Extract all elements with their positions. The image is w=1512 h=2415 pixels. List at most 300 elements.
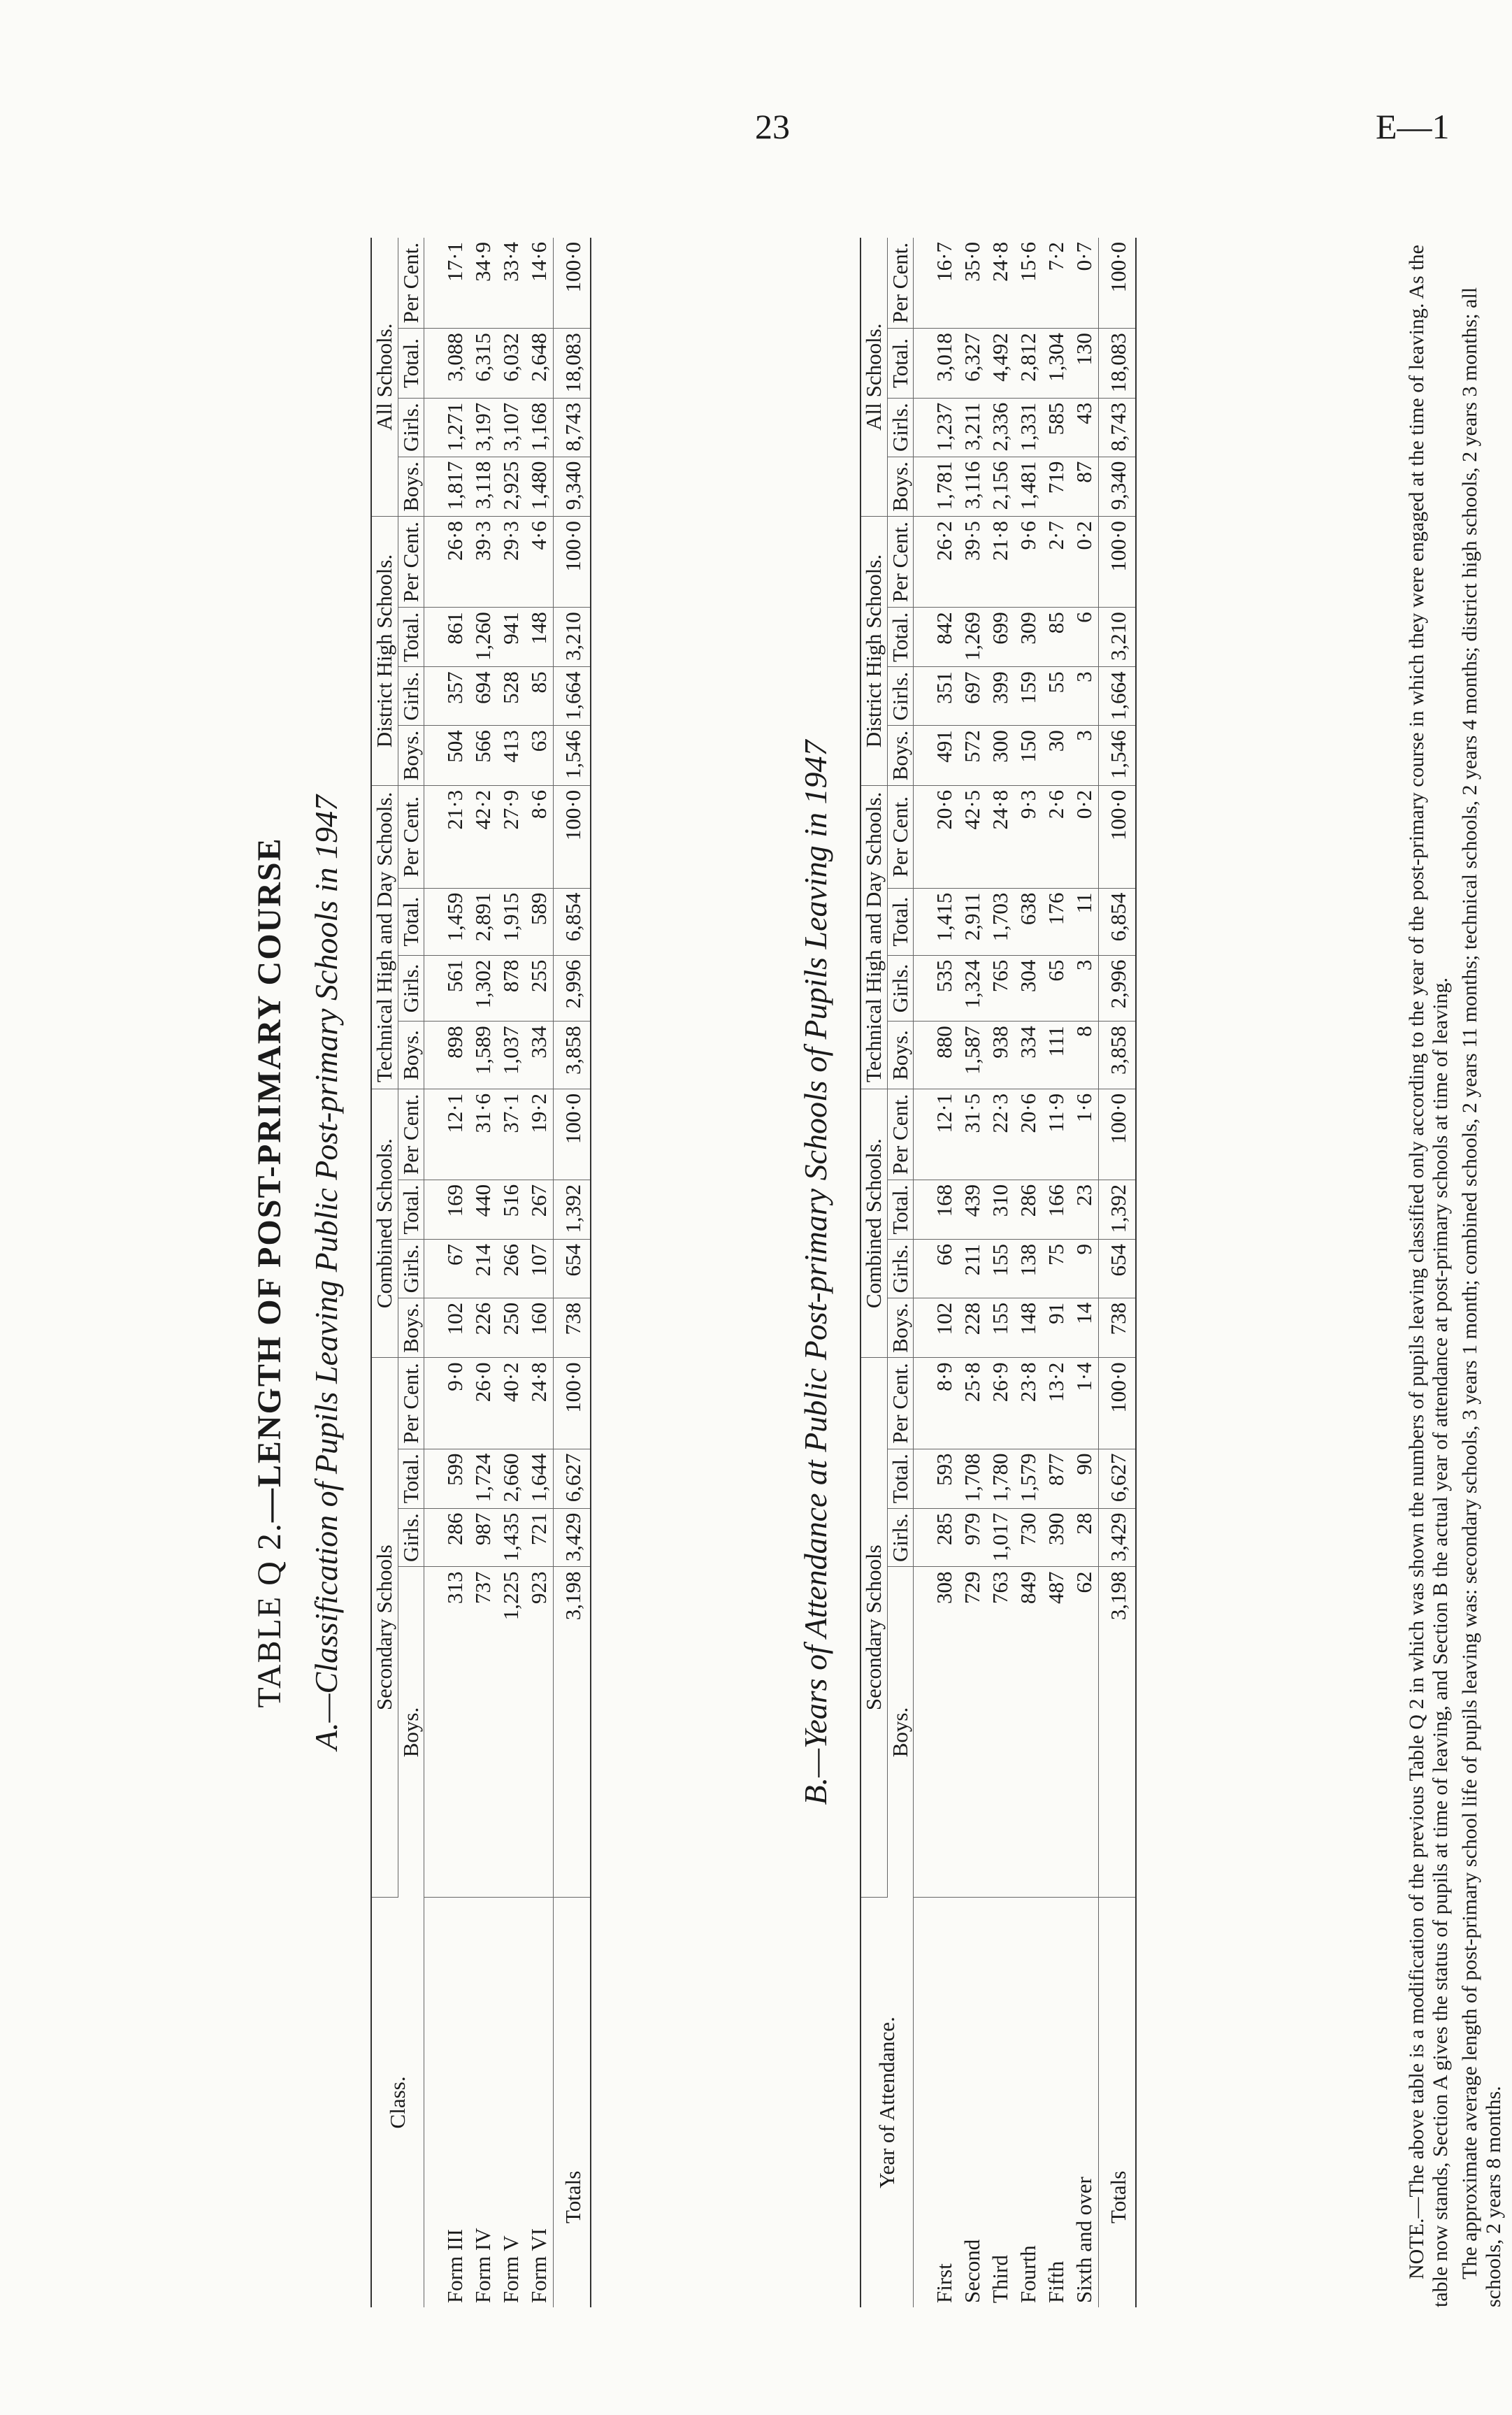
table-cell: 39·5 xyxy=(958,517,986,608)
group-header: District High Schools. xyxy=(371,517,398,786)
totals-cell: 3,198 xyxy=(554,1567,591,1898)
sub-header: Boys. xyxy=(887,1567,914,1898)
table-cell: 861 xyxy=(424,608,470,667)
table-cell: 1,168 xyxy=(525,398,554,457)
sub-header: Total. xyxy=(887,888,914,955)
table-cell: 334 xyxy=(525,1022,554,1089)
totals-cell: 738 xyxy=(554,1298,591,1358)
table-cell: 148 xyxy=(525,608,554,667)
table-cell: 66 xyxy=(914,1240,959,1298)
table-cell: 11 xyxy=(1070,888,1099,955)
table-cell: 3,197 xyxy=(469,398,497,457)
totals-cell: 654 xyxy=(1099,1240,1137,1298)
table-cell: 7·2 xyxy=(1042,238,1070,329)
table-cell: 585 xyxy=(1042,398,1070,457)
totals-cell: 18,083 xyxy=(554,329,591,399)
table-cell: 37·1 xyxy=(497,1089,525,1180)
totals-cell: 18,083 xyxy=(1099,329,1137,399)
totals-cell: 100·0 xyxy=(1099,1358,1137,1449)
table-cell: 87 xyxy=(1070,457,1099,517)
table-cell: 138 xyxy=(1014,1240,1042,1298)
table-cell: 535 xyxy=(914,955,959,1022)
table-cell: 102 xyxy=(424,1298,470,1358)
table-row xyxy=(986,238,1014,2307)
table-cell: 1,225 xyxy=(497,1567,525,1898)
table-cell: 28 xyxy=(1070,1508,1099,1567)
row-header: Year of Attendance. xyxy=(861,1898,914,2308)
totals-label: Totals xyxy=(554,1898,591,2308)
sub-header: Girls. xyxy=(398,1508,424,1567)
table-cell: 1,781 xyxy=(914,457,959,517)
table-cell: 849 xyxy=(1014,1567,1042,1898)
table-cell: 25·8 xyxy=(958,1358,986,1449)
totals-row xyxy=(554,238,591,2307)
table-cell: 3 xyxy=(1070,667,1099,726)
table-cell: 9·6 xyxy=(1014,517,1042,608)
table-cell: 2,156 xyxy=(986,457,1014,517)
table-cell: 1,331 xyxy=(1014,398,1042,457)
table-cell: 0·7 xyxy=(1070,238,1099,329)
group-header: Technical High and Day Schools. xyxy=(371,785,398,1089)
sub-header: Per Cent. xyxy=(398,1358,424,1449)
table-cell: 286 xyxy=(424,1508,470,1567)
table-cell: 1,435 xyxy=(497,1508,525,1567)
sub-header: Per Cent. xyxy=(887,785,914,888)
table-cell: 1,724 xyxy=(469,1449,497,1508)
table-row xyxy=(525,238,554,2307)
table-cell: 9·0 xyxy=(424,1358,470,1449)
totals-cell: 8,743 xyxy=(554,398,591,457)
table-cell: 938 xyxy=(986,1022,1014,1089)
table-cell: 21·3 xyxy=(424,785,470,888)
table-label: TABLE Q 2. xyxy=(251,1522,288,1708)
table-body xyxy=(424,238,591,2307)
totals-cell: 100·0 xyxy=(1099,517,1137,608)
sub-header: Total. xyxy=(398,1180,424,1239)
table-cell: 3,107 xyxy=(497,398,525,457)
totals-cell: 100·0 xyxy=(1099,1089,1137,1180)
row-label: Form IV xyxy=(470,2228,496,2303)
table-cell: 30 xyxy=(1042,726,1070,786)
table-cell: 3,018 xyxy=(914,329,959,399)
totals-cell: 100·0 xyxy=(1099,238,1137,329)
table-cell: 62 xyxy=(1070,1567,1099,1898)
table-cell: 3,116 xyxy=(958,457,986,517)
note-paragraph: NOTE.—The above table is a modification of the previous Table Q 2 in which was shown the numbers of pupils leaving classified only according to the year of the post-primary course in which they were engaged at the time of leaving. As the table now stands, Section A gives the status of pupils at time of leaving, and Section B the actual year of attendance at post-primary schools at time of leaving. xyxy=(1405,245,1452,2307)
table-body xyxy=(914,238,1137,2307)
table-cell: 107 xyxy=(525,1240,554,1298)
sub-header: Girls. xyxy=(887,667,914,726)
sub-header: Total. xyxy=(887,1449,914,1508)
totals-cell: 100·0 xyxy=(554,238,591,329)
table-cell: 43 xyxy=(1070,398,1099,457)
table-title xyxy=(250,224,289,2321)
table-cell: 987 xyxy=(469,1508,497,1567)
table-cell: 14 xyxy=(1070,1298,1099,1358)
totals-cell: 3,858 xyxy=(1099,1022,1137,1089)
group-header: Combined Schools. xyxy=(861,1089,887,1358)
sub-header: Girls. xyxy=(887,1240,914,1298)
table-cell: 42·2 xyxy=(469,785,497,888)
group-header: All Schools. xyxy=(371,238,398,517)
totals-cell: 9,340 xyxy=(554,457,591,517)
table-section-b xyxy=(860,238,1137,2307)
row-label: Second xyxy=(960,2239,985,2303)
sub-header: Boys. xyxy=(887,1022,914,1089)
table-row xyxy=(958,238,986,2307)
sub-header: Boys. xyxy=(398,1567,424,1898)
table-cell: 24·8 xyxy=(986,785,1014,888)
table-cell: 3 xyxy=(1070,726,1099,786)
table-cell: 85 xyxy=(1042,608,1070,667)
table-cell: 300 xyxy=(986,726,1014,786)
sub-header: Total. xyxy=(398,329,424,399)
sub-header: Girls. xyxy=(398,667,424,726)
table-cell: 22·3 xyxy=(986,1089,1014,1180)
totals-cell: 8,743 xyxy=(1099,398,1137,457)
sub-header: Per Cent. xyxy=(398,238,424,329)
sub-header: Total. xyxy=(887,1180,914,1239)
table-cell: 399 xyxy=(986,667,1014,726)
table-cell: 1,708 xyxy=(958,1449,986,1508)
totals-row xyxy=(1099,238,1137,2307)
sub-header: Girls. xyxy=(398,398,424,457)
totals-label: Totals xyxy=(1099,1898,1137,2308)
table-cell: 357 xyxy=(424,667,470,726)
sub-header: Per Cent. xyxy=(887,517,914,608)
table-cell: 168 xyxy=(914,1180,959,1239)
table-cell: 1,324 xyxy=(958,955,986,1022)
table-cell: 26·0 xyxy=(469,1358,497,1449)
table-cell: 148 xyxy=(1014,1298,1042,1358)
table-cell: 160 xyxy=(525,1298,554,1358)
table-cell: 304 xyxy=(1014,955,1042,1022)
table-cell: 39·3 xyxy=(469,517,497,608)
totals-cell: 3,198 xyxy=(1099,1567,1137,1898)
table-cell: 721 xyxy=(525,1508,554,1567)
sub-header: Per Cent. xyxy=(887,1358,914,1449)
totals-cell: 3,429 xyxy=(1099,1508,1137,1567)
totals-cell: 3,858 xyxy=(554,1022,591,1089)
table-cell: 1,260 xyxy=(469,608,497,667)
sub-header: Total. xyxy=(398,888,424,955)
totals-cell: 1,392 xyxy=(1099,1180,1137,1239)
table-cell: 3,118 xyxy=(469,457,497,517)
table-cell: 6,327 xyxy=(958,329,986,399)
group-header: Technical High and Day Schools. xyxy=(861,785,887,1089)
table-title-text: —LENGTH OF POST-PRIMARY COURSE xyxy=(251,837,288,1523)
table-cell: 19·2 xyxy=(525,1089,554,1180)
table-cell: 877 xyxy=(1042,1449,1070,1508)
totals-cell: 738 xyxy=(1099,1298,1137,1358)
group-header: Combined Schools. xyxy=(371,1089,398,1358)
sub-header: Boys. xyxy=(398,1022,424,1089)
table-cell: 440 xyxy=(469,1180,497,1239)
table-cell: 111 xyxy=(1042,1022,1070,1089)
table-cell: 638 xyxy=(1014,888,1042,955)
sub-header: Per Cent. xyxy=(887,238,914,329)
table-cell: 1,459 xyxy=(424,888,470,955)
table-cell: 150 xyxy=(1014,726,1042,786)
table-cell: 1,589 xyxy=(469,1022,497,1089)
totals-cell: 9,340 xyxy=(1099,457,1137,517)
sub-header: Girls. xyxy=(398,955,424,1022)
table-cell: 20·6 xyxy=(914,785,959,888)
table-cell: 26·8 xyxy=(424,517,470,608)
table-cell: 880 xyxy=(914,1022,959,1089)
table-cell: 250 xyxy=(497,1298,525,1358)
sub-header: Girls. xyxy=(398,1240,424,1298)
table-cell: 23·8 xyxy=(1014,1358,1042,1449)
totals-cell: 3,210 xyxy=(1099,608,1137,667)
table-cell: 3 xyxy=(1070,955,1099,1022)
totals-cell: 100·0 xyxy=(554,517,591,608)
table-cell: 286 xyxy=(1014,1180,1042,1239)
table-cell: 211 xyxy=(958,1240,986,1298)
sub-header: Total. xyxy=(398,608,424,667)
row-label: Fourth xyxy=(1016,2245,1041,2303)
table-cell: 1,780 xyxy=(986,1449,1014,1508)
table-cell: 2·6 xyxy=(1042,785,1070,888)
table-row xyxy=(1042,238,1070,2307)
table-cell: 15·6 xyxy=(1014,238,1042,329)
table-cell: 1,481 xyxy=(1014,457,1042,517)
table-cell: 2·7 xyxy=(1042,517,1070,608)
table-cell: 35·0 xyxy=(958,238,986,329)
table-cell: 1,037 xyxy=(497,1022,525,1089)
totals-cell: 6,854 xyxy=(1099,888,1137,955)
table-cell: 91 xyxy=(1042,1298,1070,1358)
table-cell: 351 xyxy=(914,667,959,726)
table-cell: 9·3 xyxy=(1014,785,1042,888)
table-cell: 75 xyxy=(1042,1240,1070,1298)
table-cell: 63 xyxy=(525,726,554,786)
table-cell: 34·9 xyxy=(469,238,497,329)
series-code: E—1 xyxy=(1376,107,1450,146)
totals-cell: 100·0 xyxy=(554,1089,591,1180)
table-cell: 1,237 xyxy=(914,398,959,457)
sub-header: Girls. xyxy=(887,398,914,457)
table-cell: 730 xyxy=(1014,1508,1042,1567)
totals-cell: 100·0 xyxy=(1099,785,1137,888)
table-cell: 31·5 xyxy=(958,1089,986,1180)
table-cell: 16·7 xyxy=(914,238,959,329)
table-cell: 729 xyxy=(958,1567,986,1898)
table-cell: 1·6 xyxy=(1070,1089,1099,1180)
sub-header: Boys. xyxy=(887,457,914,517)
table-cell: 390 xyxy=(1042,1508,1070,1567)
table-cell: 21·8 xyxy=(986,517,1014,608)
table-cell: 413 xyxy=(497,726,525,786)
table-row xyxy=(914,238,959,2307)
table-cell: 2,911 xyxy=(958,888,986,955)
table-cell: 572 xyxy=(958,726,986,786)
table-cell: 24·8 xyxy=(986,238,1014,329)
table-cell: 13·2 xyxy=(1042,1358,1070,1449)
table-cell: 4,492 xyxy=(986,329,1014,399)
totals-cell: 3,429 xyxy=(554,1508,591,1567)
row-label: First xyxy=(932,2263,957,2303)
table-cell: 3,211 xyxy=(958,398,986,457)
table-cell: 763 xyxy=(986,1567,1014,1898)
table-cell: 255 xyxy=(525,955,554,1022)
rotated-table-page xyxy=(196,224,1512,2321)
table-cell: 155 xyxy=(986,1240,1014,1298)
table-cell: 1,017 xyxy=(986,1508,1014,1567)
table-cell: 2,925 xyxy=(497,457,525,517)
table-cell: 65 xyxy=(1042,955,1070,1022)
sub-header: Total. xyxy=(887,608,914,667)
sub-header: Girls. xyxy=(887,1508,914,1567)
table-cell: 694 xyxy=(469,667,497,726)
table-cell: 2,891 xyxy=(469,888,497,955)
totals-cell: 6,854 xyxy=(554,888,591,955)
table-cell: 898 xyxy=(424,1022,470,1089)
sub-header: Boys. xyxy=(398,726,424,786)
table-cell: 102 xyxy=(914,1298,959,1358)
table-cell: 1,579 xyxy=(1014,1449,1042,1508)
table-cell: 67 xyxy=(424,1240,470,1298)
table-cell: 29·3 xyxy=(497,517,525,608)
table-cell: 561 xyxy=(424,955,470,1022)
table-cell: 1,480 xyxy=(525,457,554,517)
sub-header: Girls. xyxy=(887,955,914,1022)
totals-cell: 1,392 xyxy=(554,1180,591,1239)
section-b-title: B.—Years of Attendance at Public Post-primary Schools of Pupils Leaving in 1947 xyxy=(798,740,833,1805)
totals-cell: 6,627 xyxy=(554,1449,591,1508)
totals-cell: 1,664 xyxy=(554,667,591,726)
row-label: Third xyxy=(988,2255,1013,2303)
row-label: Form V xyxy=(498,2235,524,2303)
table-cell: 11·9 xyxy=(1042,1089,1070,1180)
table-cell: 26·2 xyxy=(914,517,959,608)
totals-cell: 654 xyxy=(554,1240,591,1298)
table-row xyxy=(1070,238,1099,2307)
table-cell: 55 xyxy=(1042,667,1070,726)
table-cell: 6,315 xyxy=(469,329,497,399)
table-row xyxy=(1014,238,1042,2307)
table-cell: 166 xyxy=(1042,1180,1070,1239)
sub-header: Boys. xyxy=(887,726,914,786)
totals-cell: 1,664 xyxy=(1099,667,1137,726)
sub-header: Per Cent. xyxy=(398,785,424,888)
table-cell: 8·6 xyxy=(525,785,554,888)
table-cell: 1,271 xyxy=(424,398,470,457)
table-cell: 2,336 xyxy=(986,398,1014,457)
table-cell: 491 xyxy=(914,726,959,786)
row-label: Form III xyxy=(442,2229,468,2303)
table-cell: 1,269 xyxy=(958,608,986,667)
table-cell: 85 xyxy=(525,667,554,726)
table-cell: 842 xyxy=(914,608,959,667)
table-cell: 12·1 xyxy=(914,1089,959,1180)
table-cell: 719 xyxy=(1042,457,1070,517)
table-cell: 8·9 xyxy=(914,1358,959,1449)
table-cell: 566 xyxy=(469,726,497,786)
table-cell: 2,648 xyxy=(525,329,554,399)
table-cell: 923 xyxy=(525,1567,554,1898)
table-cell: 4·6 xyxy=(525,517,554,608)
table-cell: 334 xyxy=(1014,1022,1042,1089)
group-header: Secondary Schools xyxy=(371,1358,398,1898)
table-cell: 9 xyxy=(1070,1240,1099,1298)
table-cell: 2,660 xyxy=(497,1449,525,1508)
table-cell: 33·4 xyxy=(497,238,525,329)
table-cell: 599 xyxy=(424,1449,470,1508)
table-cell: 24·8 xyxy=(525,1358,554,1449)
table-row xyxy=(497,238,525,2307)
table-cell: 0·2 xyxy=(1070,785,1099,888)
row-header: Class. xyxy=(371,1898,424,2308)
row-label: Fifth xyxy=(1044,2260,1069,2303)
table-cell: 266 xyxy=(497,1240,525,1298)
totals-cell: 3,210 xyxy=(554,608,591,667)
table-cell: 228 xyxy=(958,1298,986,1358)
group-header: All Schools. xyxy=(861,238,887,517)
table-cell: 487 xyxy=(1042,1567,1070,1898)
table-row xyxy=(469,238,497,2307)
sub-header: Boys. xyxy=(398,1298,424,1358)
totals-cell: 1,546 xyxy=(1099,726,1137,786)
table-cell: 267 xyxy=(525,1180,554,1239)
table-cell: 589 xyxy=(525,888,554,955)
table-cell: 20·6 xyxy=(1014,1089,1042,1180)
table-cell: 310 xyxy=(986,1180,1014,1239)
totals-cell: 100·0 xyxy=(554,1358,591,1449)
table-cell: 1,644 xyxy=(525,1449,554,1508)
sub-header: Total. xyxy=(398,1449,424,1508)
table-cell: 516 xyxy=(497,1180,525,1239)
table-cell: 1,587 xyxy=(958,1022,986,1089)
table-cell: 17·1 xyxy=(424,238,470,329)
table-cell: 0·2 xyxy=(1070,517,1099,608)
table-cell: 12·1 xyxy=(424,1089,470,1180)
table-cell: 130 xyxy=(1070,329,1099,399)
totals-cell: 1,546 xyxy=(554,726,591,786)
sub-header: Boys. xyxy=(887,1298,914,1358)
table-cell: 504 xyxy=(424,726,470,786)
table-row xyxy=(424,238,470,2307)
table-cell: 737 xyxy=(469,1567,497,1898)
table-cell: 169 xyxy=(424,1180,470,1239)
group-header: Secondary Schools xyxy=(861,1358,887,1898)
totals-cell: 2,996 xyxy=(1099,955,1137,1022)
table-cell: 23 xyxy=(1070,1180,1099,1239)
table-cell: 1·4 xyxy=(1070,1358,1099,1449)
table-cell: 176 xyxy=(1042,888,1070,955)
table-cell: 1,817 xyxy=(424,457,470,517)
table-cell: 313 xyxy=(424,1567,470,1898)
table-cell: 155 xyxy=(986,1298,1014,1358)
page-number: 23 xyxy=(755,107,790,146)
table-cell: 285 xyxy=(914,1508,959,1567)
table-cell: 6,032 xyxy=(497,329,525,399)
table-cell: 8 xyxy=(1070,1022,1099,1089)
totals-cell: 2,996 xyxy=(554,955,591,1022)
table-cell: 40·2 xyxy=(497,1358,525,1449)
table-cell: 1,415 xyxy=(914,888,959,955)
table-cell: 42·5 xyxy=(958,785,986,888)
row-label: Form VI xyxy=(526,2228,552,2303)
table-cell: 439 xyxy=(958,1180,986,1239)
table-cell: 159 xyxy=(1014,667,1042,726)
sub-header: Per Cent. xyxy=(398,1089,424,1180)
sub-header: Total. xyxy=(887,329,914,399)
table-cell: 2,812 xyxy=(1014,329,1042,399)
table-cell: 308 xyxy=(914,1567,959,1898)
table-cell: 593 xyxy=(914,1449,959,1508)
table-cell: 765 xyxy=(986,955,1014,1022)
